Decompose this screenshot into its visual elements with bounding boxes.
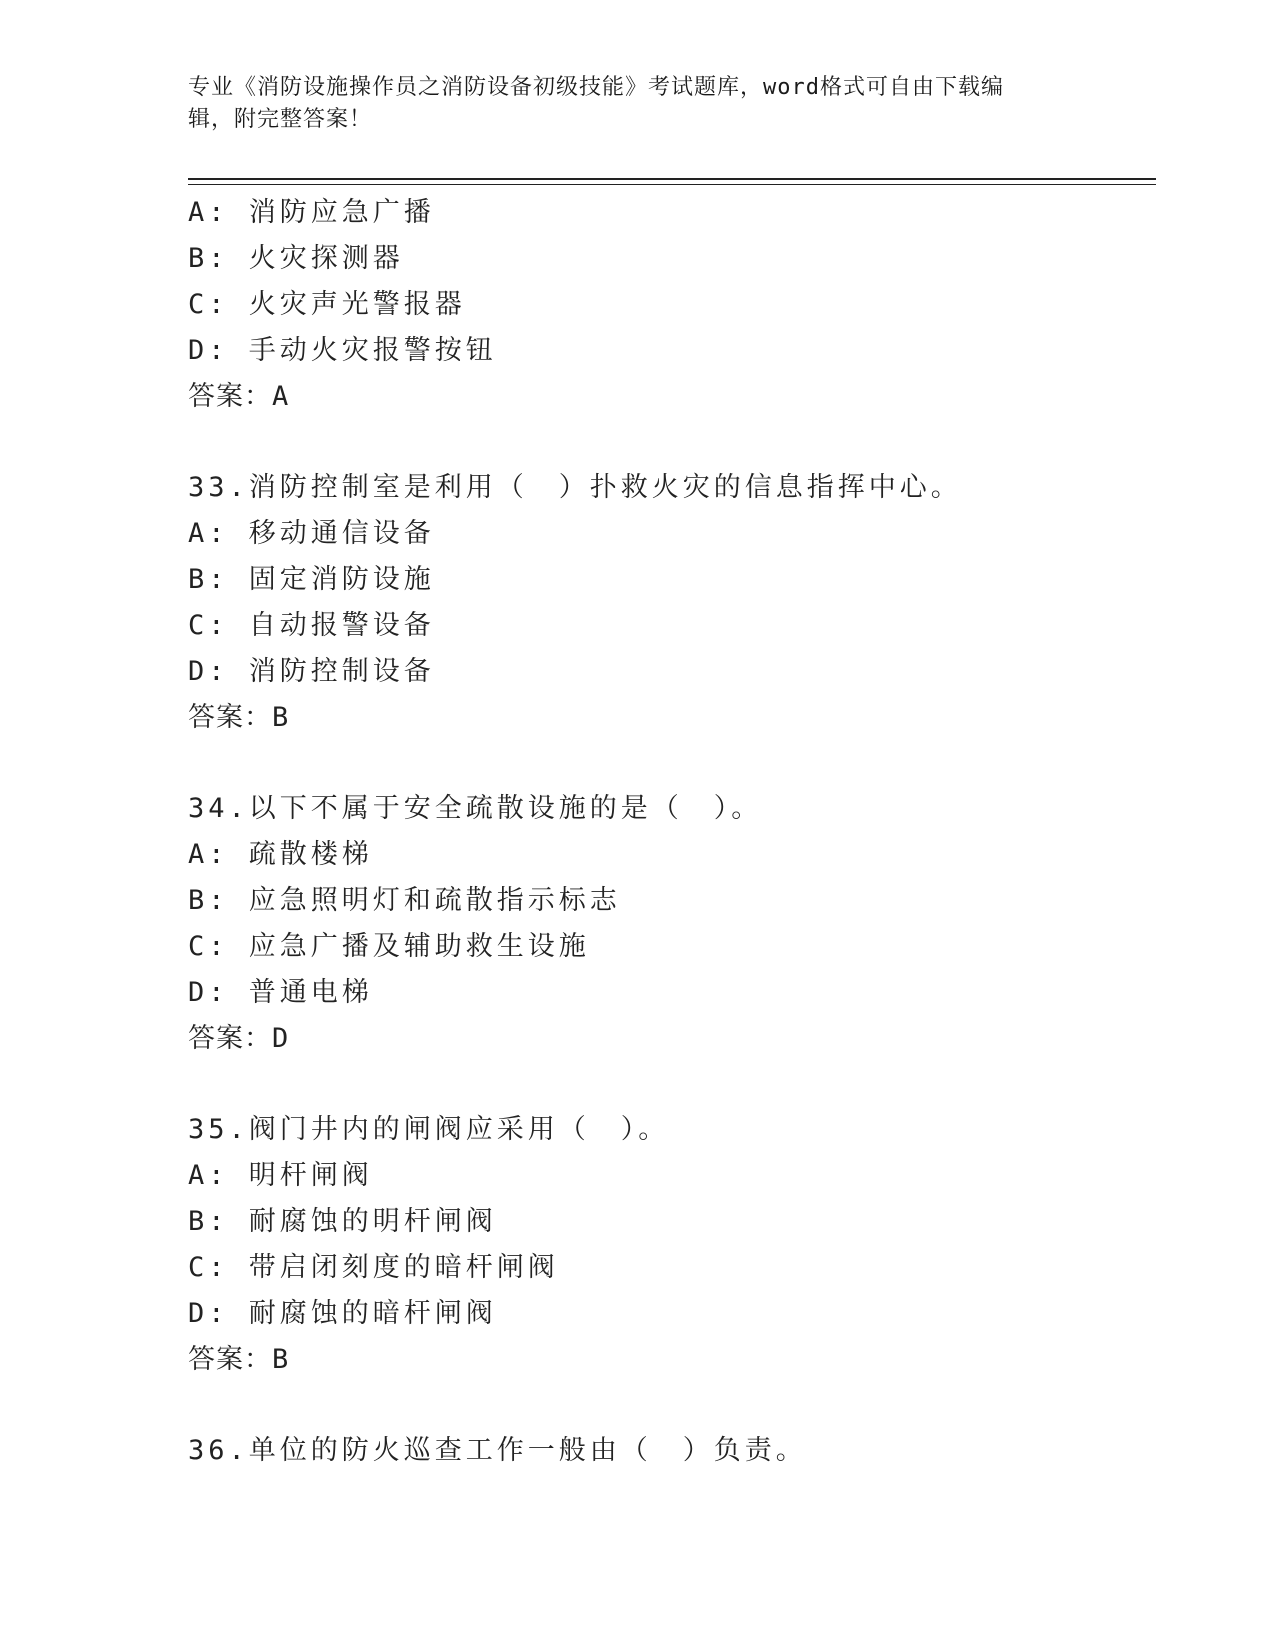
answer-line: [188, 374, 1148, 420]
question-stem: 35.阀门井内的闸阀应采用（ ）。: [188, 1114, 670, 1145]
option-a: A: 明杆闸阀: [188, 1160, 373, 1191]
option-d: D: 普通电梯: [188, 977, 373, 1008]
option-b: B: 应急照明灯和疏散指示标志: [188, 885, 621, 916]
question-list: [188, 190, 1148, 1474]
header-divider-thick: [188, 178, 1156, 180]
question-stem: 34.以下不属于安全疏散设施的是（ ）。: [188, 793, 763, 824]
option-c: C: 应急广播及辅助救生设施: [188, 931, 590, 962]
answer-label: 答案：: [188, 1023, 272, 1054]
question-stem: 33.消防控制室是利用（ ）扑救火灾的信息指挥中心。: [188, 472, 962, 503]
question-block-36: [188, 1428, 1148, 1474]
answer-label: 答案：: [188, 381, 272, 412]
question-block-35: [188, 1107, 1148, 1383]
option-d: D: 耐腐蚀的暗杆闸阀: [188, 1298, 497, 1329]
question-block-previous: [188, 190, 1148, 420]
answer-label: 答案：: [188, 1344, 272, 1375]
answer-value: B: [272, 1344, 290, 1375]
option-b: B: 耐腐蚀的明杆闸阀: [188, 1206, 497, 1237]
option-a: A: 消防应急广播: [188, 197, 435, 228]
answer-label: 答案：: [188, 702, 272, 733]
option-c: C: 火灾声光警报器: [188, 289, 466, 320]
question-block-34: [188, 786, 1148, 1062]
header-divider-thin: [188, 184, 1156, 185]
answer-value: D: [272, 1023, 290, 1054]
question-stem: 36.单位的防火巡查工作一般由（ ）负责。: [188, 1435, 807, 1466]
question-block-33: [188, 465, 1148, 741]
answer-value: A: [272, 381, 290, 412]
option-a: A: 移动通信设备: [188, 518, 435, 549]
document-header: [188, 72, 1088, 136]
option-b: B: 固定消防设施: [188, 564, 435, 595]
option-b: B: 火灾探测器: [188, 243, 404, 274]
option-c: C: 带启闭刻度的暗杆闸阀: [188, 1252, 559, 1283]
header-title-line-2: 辑，附完整答案！: [188, 107, 373, 132]
option-c: C: 自动报警设备: [188, 610, 435, 641]
option-d: D: 消防控制设备: [188, 656, 435, 687]
option-d: D: 手动火灾报警按钮: [188, 335, 497, 366]
option-a: A: 疏散楼梯: [188, 839, 373, 870]
answer-value: B: [272, 702, 290, 733]
answer-line: [188, 1016, 1148, 1062]
answer-line: [188, 695, 1148, 741]
answer-line: [188, 1337, 1148, 1383]
header-title-line-1: 专业《消防设施操作员之消防设备初级技能》考试题库，word格式可自由下载编: [188, 75, 1004, 100]
